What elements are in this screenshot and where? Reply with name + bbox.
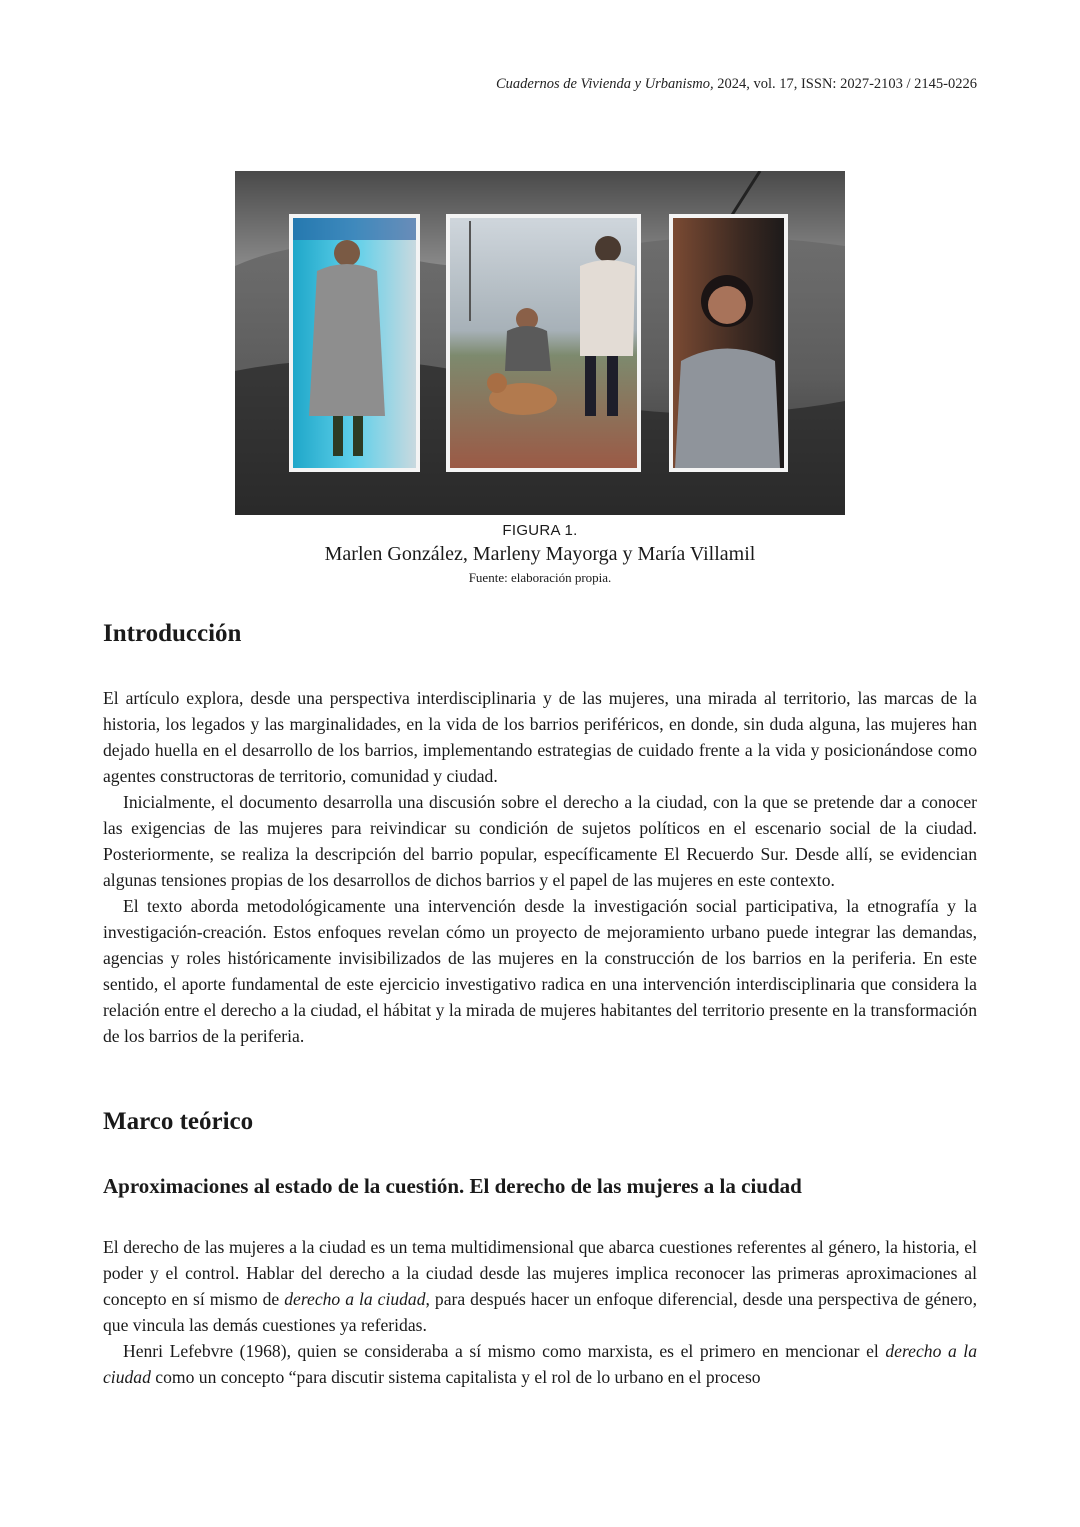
figure-source: Fuente: elaboración propia. xyxy=(468,570,612,585)
running-head xyxy=(496,76,977,93)
emphasis-term: derecho a la ciudad xyxy=(103,1341,977,1387)
emphasis-term: derecho a la ciudad xyxy=(284,1289,426,1309)
paragraph: El artículo explora, desde una perspectiva interdisciplinaria y de las mujeres, una mirada al territorio, las marcas de la historia, los legados y las marginalidades, en la vida de los barrios periféricos, en donde, sin duda alguna, las mujeres han dejado huella en el desarrollo de los barrios, implementando estrategias de cuidado frente a la vida y posicionándose como agentes constructoras de territorio, comunidad y ciudad. xyxy=(103,688,977,786)
photo-maria-villamil xyxy=(669,214,788,472)
section-heading-introduccion: Introducción xyxy=(103,620,242,647)
section-heading-marco-teorico: Marco teórico xyxy=(103,1108,254,1135)
journal-name: Cuadernos de Vivienda y Urbanismo, xyxy=(495,76,714,92)
marco-body xyxy=(103,1234,977,1390)
figure-photo-collage xyxy=(235,171,845,515)
figure-label: FIGURA 1. xyxy=(502,522,578,539)
paragraph: Henri Lefebvre (1968), quien se consideraba a sí mismo como marxista, es el primero en mencionar el derecho a la ciudad como un concepto “para discutir sistema capitalista y el rol de lo urbano en el proceso xyxy=(103,1341,977,1387)
photo-marleny-mayorga xyxy=(446,214,641,472)
photo-marlen-gonzalez xyxy=(289,214,420,472)
journal-details: 2024, vol. 17, ISSN: 2027-2103 / 2145-0226 xyxy=(713,76,977,92)
introduccion-body xyxy=(103,685,977,1049)
paragraph: El texto aborda metodológicamente una intervención desde la investigación social participativa, la etnografía y la investigación-creación. Estos enfoques revelan cómo un proyecto de mejoramiento urbano puede integrar las demandas, agencias y roles históricamente invisibilizados de las mujeres en la construcción de los barrios en la periferia. En este sentido, el aporte fundamental de este ejercicio investigativo radica en una intervención interdisciplinaria que considera la relación entre el derecho a la ciudad, el hábitat y la mirada de mujeres habitantes del territorio presente en la transformación de los barrios de la periferia. xyxy=(103,896,977,1046)
subsection-heading: Aproximaciones al estado de la cuestión. El derecho de las mujeres a la ciudad xyxy=(103,1174,802,1198)
paragraph: Inicialmente, el documento desarrolla una discusión sobre el derecho a la ciudad, con la que se pretende dar a conocer las exigencias de las mujeres para reivindicar su condición de sujetos políticos en el escenario social de la ciudad. Posteriormente, se realiza la descripción del barrio popular, específicamente El Recuerdo Sur. Desde allí, se evidencian algunas tensiones propias de los desarrollos de dichos barrios y el papel de las mujeres en este contexto. xyxy=(103,792,977,890)
figure-title: Marlen González, Marleny Mayorga y María Villamil xyxy=(324,543,756,565)
paragraph: El derecho de las mujeres a la ciudad es un tema multidimensional que abarca cuestiones referentes al género, la historia, el poder y el control. Hablar del derecho a la ciudad desde las mujeres implica reconocer las primeras aproximaciones al concepto en sí mismo de derecho a la ciudad, para después hacer un enfoque diferencial, desde una perspectiva de género, que vincula las demás cuestiones ya referidas. xyxy=(103,1237,978,1335)
